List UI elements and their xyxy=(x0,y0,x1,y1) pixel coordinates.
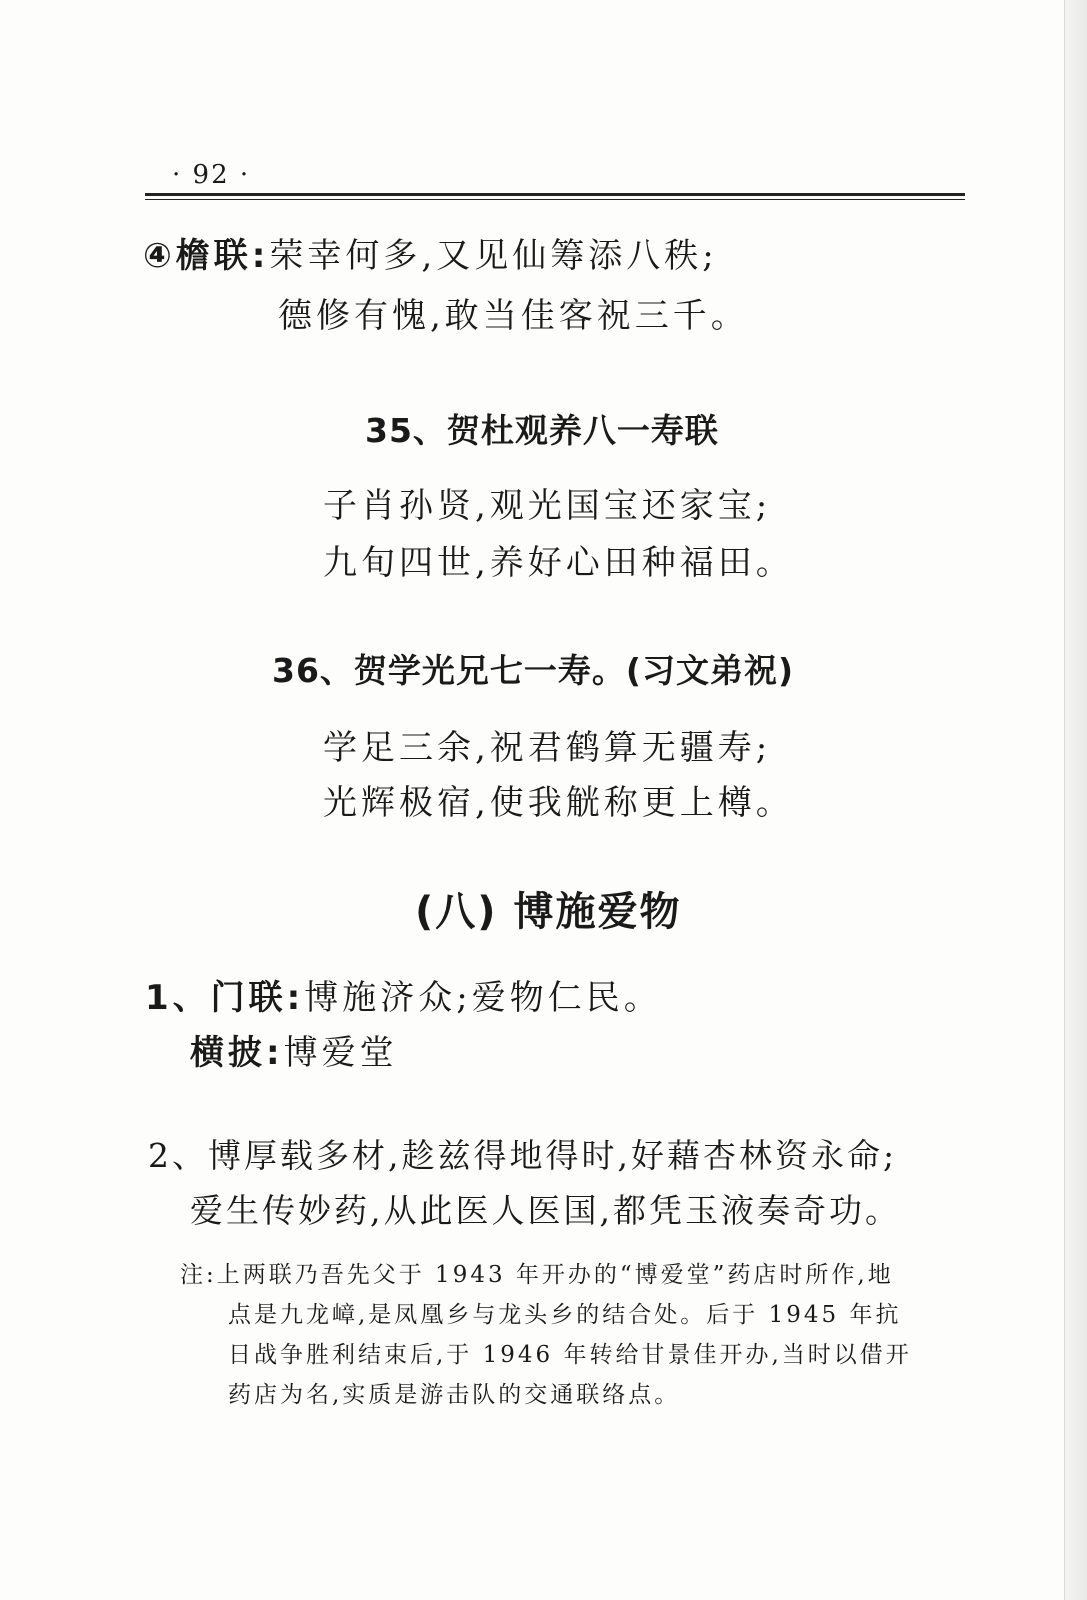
couplet-4-line2: 德修有愧,敢当佳客祝三千。 xyxy=(278,296,749,336)
note-line1 xyxy=(180,1255,894,1295)
item-35-line1: 子肖孙贤,观光国宝还家宝; xyxy=(323,486,772,526)
item-1-line xyxy=(145,970,662,1019)
header-rule-thin xyxy=(145,199,965,200)
note-text1: 上两联乃吾先父于 1943 年开办的“博爱堂”药店时所作,地 xyxy=(216,1262,894,1288)
couplet-4-label: ④檐联 xyxy=(143,236,252,276)
item-35-line2: 九旬四世,养好心田种福田。 xyxy=(323,543,794,583)
item-1-sub-label: 横披 xyxy=(190,1033,266,1073)
note-line4: 药店为名,实质是游击队的交通联络点。 xyxy=(228,1382,681,1408)
couplet-4-sep: : xyxy=(251,236,270,276)
page-number: · 92 · xyxy=(172,160,251,190)
item-1-sub-sep: : xyxy=(266,1033,284,1073)
couplet-4-text1: 荣幸何多,又见仙筹添八秩; xyxy=(269,236,718,276)
item-36-line2: 光辉极宿,使我觥称更上樽。 xyxy=(323,783,794,823)
item-1-text: 博施济众;爱物仁民。 xyxy=(304,978,662,1018)
page-edge xyxy=(1064,0,1087,1600)
note-label: 注: xyxy=(180,1262,217,1288)
item-1-sep: : xyxy=(286,978,305,1018)
item-35-title: 35、贺杜观养八一寿联 xyxy=(365,411,719,450)
item-1-label: 1、门联 xyxy=(145,978,287,1018)
note-line3: 日战争胜利结束后,于 1946 年转给甘景佳开办,当时以借开 xyxy=(228,1342,912,1368)
item-1-sub-text: 博爱堂 xyxy=(283,1033,398,1073)
item-36-line1: 学足三余,祝君鹤算无疆寿; xyxy=(323,728,772,768)
section-8-title: (八) 博施爱物 xyxy=(415,889,682,935)
item-2-line2: 爱生传妙药,从此医人医国,都凭玉液奏奇功。 xyxy=(190,1191,901,1230)
note-line2: 点是九龙嶂,是凤凰乡与龙头乡的结合处。后于 1945 年抗 xyxy=(228,1302,902,1328)
header-rule-thick xyxy=(145,193,965,196)
item-36-title: 36、贺学光兄七一寿。(习文弟祝) xyxy=(272,651,795,690)
couplet-4-line1 xyxy=(143,228,718,277)
item-2-line1: 2、博厚载多材,趁兹得地得时,好藉杏林资永命; xyxy=(148,1136,898,1175)
item-1-sub-line xyxy=(190,1025,398,1074)
